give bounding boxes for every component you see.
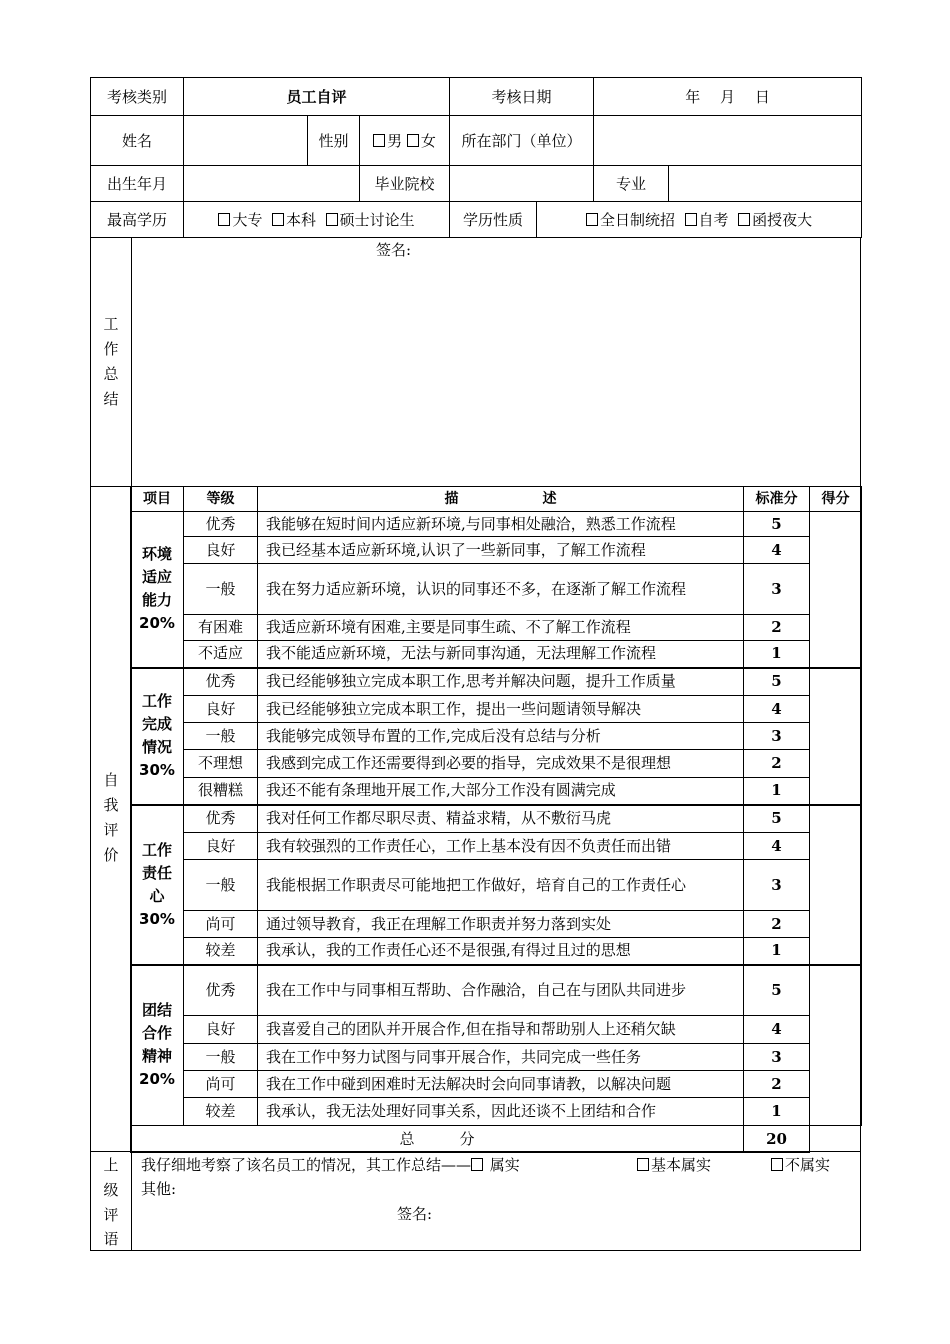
col-desc: 描 述	[258, 487, 744, 512]
description-cell: 我能够在短时间内适应新环境,与同事相处融洽，熟悉工作流程	[258, 512, 744, 537]
edu-options	[184, 202, 450, 238]
verdict-true-label: 属实	[485, 1156, 520, 1174]
category-name-line: 责任	[141, 863, 172, 882]
summary-side-char-2: 作	[103, 340, 119, 358]
category-name	[131, 512, 184, 668]
standard-score-cell: 4	[744, 1016, 810, 1044]
edu-type-options	[537, 202, 862, 238]
category-name-line: 适应	[141, 568, 172, 587]
standard-score-cell: 3	[744, 564, 810, 615]
summary-text-area[interactable]	[132, 237, 860, 486]
eval-row	[131, 860, 862, 911]
standard-score-cell: 4	[744, 696, 810, 723]
description-cell: 我不能适应新环境，无法与新同事沟通，无法理解工作流程	[258, 641, 744, 668]
supervisor-comment-section	[90, 1151, 861, 1251]
score-input-cell[interactable]	[810, 512, 862, 668]
eval-side-label	[91, 486, 132, 1151]
level-cell: 优秀	[184, 512, 258, 537]
category-name-line: 30%	[139, 909, 175, 928]
dept-label: 所在部门（单位）	[450, 116, 594, 166]
eval-row	[131, 1098, 862, 1126]
total-row	[131, 1126, 862, 1153]
gender-options	[360, 116, 450, 166]
category-name-line: 精神	[141, 1047, 172, 1066]
category-name-line: 20%	[139, 1070, 175, 1089]
header-table	[90, 77, 862, 238]
eval-row	[131, 641, 862, 668]
level-cell: 有困难	[184, 615, 258, 641]
level-cell: 良好	[184, 833, 258, 860]
standard-score-cell: 4	[744, 537, 810, 564]
standard-score-cell: 1	[744, 641, 810, 668]
col-score: 得分	[810, 487, 862, 512]
level-cell: 优秀	[184, 965, 258, 1016]
verdict-mostly-checkbox[interactable]	[637, 1158, 649, 1171]
description-cell: 我在工作中与同事相互帮助、合作融洽，自己在与团队共同进步	[258, 965, 744, 1016]
category-name	[131, 965, 184, 1126]
standard-score-cell: 4	[744, 833, 810, 860]
other-label: 其他:	[141, 1180, 177, 1198]
standard-score-cell: 5	[744, 805, 810, 833]
eval-row	[131, 778, 862, 805]
level-cell: 一般	[184, 564, 258, 615]
total-label: 总 分	[131, 1126, 744, 1153]
summary-side-char-3: 总	[103, 365, 119, 383]
description-cell: 我在工作中努力试图与同事开展合作，共同完成一些任务	[258, 1044, 744, 1071]
category-name-line: 工作	[141, 840, 172, 859]
major-label: 专业	[594, 166, 669, 202]
edu-opt2-checkbox[interactable]	[272, 213, 284, 226]
col-std: 标准分	[744, 487, 810, 512]
verdict-true-checkbox[interactable]	[471, 1158, 483, 1171]
description-cell: 我承认，我的工作责任心还不是很强,有得过且过的思想	[258, 938, 744, 965]
level-cell: 不适应	[184, 641, 258, 668]
standard-score-cell: 3	[744, 1044, 810, 1071]
description-cell: 我已经能够独立完成本职工作,思考并解决问题，提升工作质量	[258, 668, 744, 696]
description-cell: 我在工作中碰到困难时无法解决时会向同事请教，以解决问题	[258, 1071, 744, 1098]
eval-row	[131, 668, 862, 696]
major-field[interactable]	[669, 166, 862, 202]
level-cell: 不理想	[184, 750, 258, 778]
upper-side-char-1: 上	[103, 1156, 119, 1174]
edu-opt1-checkbox[interactable]	[218, 213, 230, 226]
eval-row	[131, 537, 862, 564]
school-label: 毕业院校	[360, 166, 450, 202]
verdict-mostly-option	[637, 1153, 711, 1177]
eval-row	[131, 805, 862, 833]
total-score-cell[interactable]	[810, 1126, 862, 1153]
level-cell: 一般	[184, 1044, 258, 1071]
description-cell: 我有较强烈的工作责任心，工作上基本没有因不负责任而出错	[258, 833, 744, 860]
school-field[interactable]	[450, 166, 594, 202]
description-cell: 我还不能有条理地开展工作,大部分工作没有圆满完成	[258, 778, 744, 805]
col-level: 等级	[184, 487, 258, 512]
supervisor-signature: 签名:	[397, 1205, 433, 1223]
summary-side-char-4: 结	[103, 390, 119, 408]
birth-field[interactable]	[184, 166, 360, 202]
upper-side-char-2: 级	[103, 1181, 119, 1199]
female-checkbox[interactable]	[407, 134, 419, 147]
eval-row	[131, 938, 862, 965]
type-opt1-checkbox[interactable]	[586, 213, 598, 226]
category-name-line: 能力	[141, 591, 172, 610]
level-cell: 较差	[184, 1098, 258, 1126]
standard-score-cell: 5	[744, 512, 810, 537]
eval-row	[131, 965, 862, 1016]
supervisor-statement: 我仔细地考察了该名员工的情况，其工作总结——	[141, 1156, 472, 1174]
level-cell: 优秀	[184, 668, 258, 696]
edu-opt1-label: 大专	[232, 210, 263, 229]
level-cell: 尚可	[184, 1071, 258, 1098]
standard-score-cell: 5	[744, 668, 810, 696]
edu-opt3-checkbox[interactable]	[326, 213, 338, 226]
description-cell: 我适应新环境有困难,主要是同事生疏、不了解工作流程	[258, 615, 744, 641]
category-name-line: 20%	[139, 614, 175, 633]
date-label: 考核日期	[450, 78, 594, 116]
category-label: 考核类别	[91, 78, 184, 116]
name-label: 姓名	[91, 116, 184, 166]
description-cell: 我对任何工作都尽职尽责、精益求精，从不敷衍马虎	[258, 805, 744, 833]
verdict-false-label: 不属实	[785, 1156, 831, 1174]
male-label: 男	[387, 131, 403, 150]
upper-side-char-4: 语	[103, 1230, 119, 1248]
total-value: 20	[744, 1126, 810, 1153]
category-name	[131, 668, 184, 805]
eval-side-char-4: 价	[103, 846, 119, 864]
category-name-line: 合作	[141, 1024, 172, 1043]
eval-row	[131, 564, 862, 615]
level-cell: 很糟糕	[184, 778, 258, 805]
eval-row	[131, 833, 862, 860]
eval-row	[131, 1016, 862, 1044]
category-name-line: 情况	[141, 738, 172, 756]
description-cell: 我已经基本适应新环境,认识了一些新同事，了解工作流程	[258, 537, 744, 564]
female-label: 女	[420, 131, 436, 150]
type-opt3-checkbox[interactable]	[738, 213, 750, 226]
type-opt3-label: 函授夜大	[752, 210, 813, 229]
eval-row	[131, 615, 862, 641]
name-field[interactable]	[184, 116, 308, 166]
standard-score-cell: 2	[744, 615, 810, 641]
standard-score-cell: 1	[744, 1098, 810, 1126]
level-cell: 良好	[184, 1016, 258, 1044]
edu-type-label: 学历性质	[450, 202, 537, 238]
upper-side-label	[91, 1152, 132, 1250]
eval-side-char-2: 我	[103, 796, 119, 814]
dept-field[interactable]	[594, 116, 862, 166]
eval-row	[131, 1044, 862, 1071]
summary-side-char-1: 工	[103, 315, 119, 333]
eval-side-char-3: 评	[103, 821, 119, 839]
score-input-cell[interactable]	[810, 805, 862, 965]
date-value: 年 月 日	[685, 87, 770, 106]
eval-row	[131, 723, 862, 750]
verdict-false-option	[771, 1153, 830, 1177]
eval-row	[131, 696, 862, 723]
eval-row	[131, 512, 862, 537]
level-cell: 一般	[184, 860, 258, 911]
upper-side-char-3: 评	[103, 1206, 119, 1224]
description-cell: 我感到完成工作还需要得到必要的指导，完成效果不是很理想	[258, 750, 744, 778]
standard-score-cell: 3	[744, 860, 810, 911]
description-cell: 我能够完成领导布置的工作,完成后没有总结与分析	[258, 723, 744, 750]
category-name-line: 心	[149, 886, 165, 905]
standard-score-cell: 1	[744, 938, 810, 965]
standard-score-cell: 2	[744, 750, 810, 778]
edu-opt2-label: 本科	[286, 210, 317, 229]
category-name	[131, 805, 184, 965]
category-name-line: 工作	[141, 692, 172, 710]
eval-row	[131, 1071, 862, 1098]
description-cell: 我在努力适应新环境，认识的同事还不多，在逐渐了解工作流程	[258, 564, 744, 615]
eval-row	[131, 750, 862, 778]
form-title: 员工自评	[184, 78, 450, 116]
standard-score-cell: 1	[744, 778, 810, 805]
male-checkbox[interactable]	[373, 134, 385, 147]
birth-label: 出生年月	[91, 166, 184, 202]
summary-side-label	[91, 237, 132, 486]
standard-score-cell: 3	[744, 723, 810, 750]
score-input-cell[interactable]	[810, 668, 862, 805]
category-name-line: 环境	[141, 545, 172, 564]
verdict-mostly-label: 基本属实	[651, 1156, 712, 1174]
description-cell: 我喜爱自己的团队并开展合作,但在指导和帮助别人上还稍欠缺	[258, 1016, 744, 1044]
summary-signature: 签名:	[376, 241, 412, 259]
type-opt1-label: 全日制统招	[599, 210, 675, 229]
description-cell: 我已经能够独立完成本职工作，提出一些问题请领导解决	[258, 696, 744, 723]
eval-side-char-1: 自	[103, 771, 119, 789]
standard-score-cell: 5	[744, 965, 810, 1016]
eval-row	[131, 911, 862, 938]
evaluation-table	[130, 486, 862, 1153]
level-cell: 较差	[184, 938, 258, 965]
col-item: 项目	[131, 487, 184, 512]
category-name-line: 30%	[139, 761, 175, 779]
edu-opt3-label: 硕士讨论生	[339, 210, 415, 229]
level-cell: 良好	[184, 537, 258, 564]
level-cell: 优秀	[184, 805, 258, 833]
level-cell: 尚可	[184, 911, 258, 938]
level-cell: 一般	[184, 723, 258, 750]
score-input-cell[interactable]	[810, 965, 862, 1126]
standard-score-cell: 2	[744, 911, 810, 938]
category-name-line: 团结	[141, 1001, 172, 1020]
description-cell: 我能根据工作职责尽可能地把工作做好，培育自己的工作责任心	[258, 860, 744, 911]
level-cell: 良好	[184, 696, 258, 723]
description-cell: 我承认，我无法处理好同事关系，因此还谈不上团结和合作	[258, 1098, 744, 1126]
type-opt2-checkbox[interactable]	[685, 213, 697, 226]
type-opt2-label: 自考	[698, 210, 729, 229]
category-name-line: 完成	[141, 715, 172, 733]
edu-label: 最高学历	[91, 202, 184, 238]
description-cell: 通过领导教育，我正在理解工作职责并努力落到实处	[258, 911, 744, 938]
work-summary-section	[90, 237, 861, 487]
verdict-false-checkbox[interactable]	[771, 1158, 783, 1171]
gender-label: 性别	[308, 116, 360, 166]
supervisor-line1	[141, 1153, 520, 1177]
standard-score-cell: 2	[744, 1071, 810, 1098]
date-field[interactable]	[594, 78, 862, 116]
